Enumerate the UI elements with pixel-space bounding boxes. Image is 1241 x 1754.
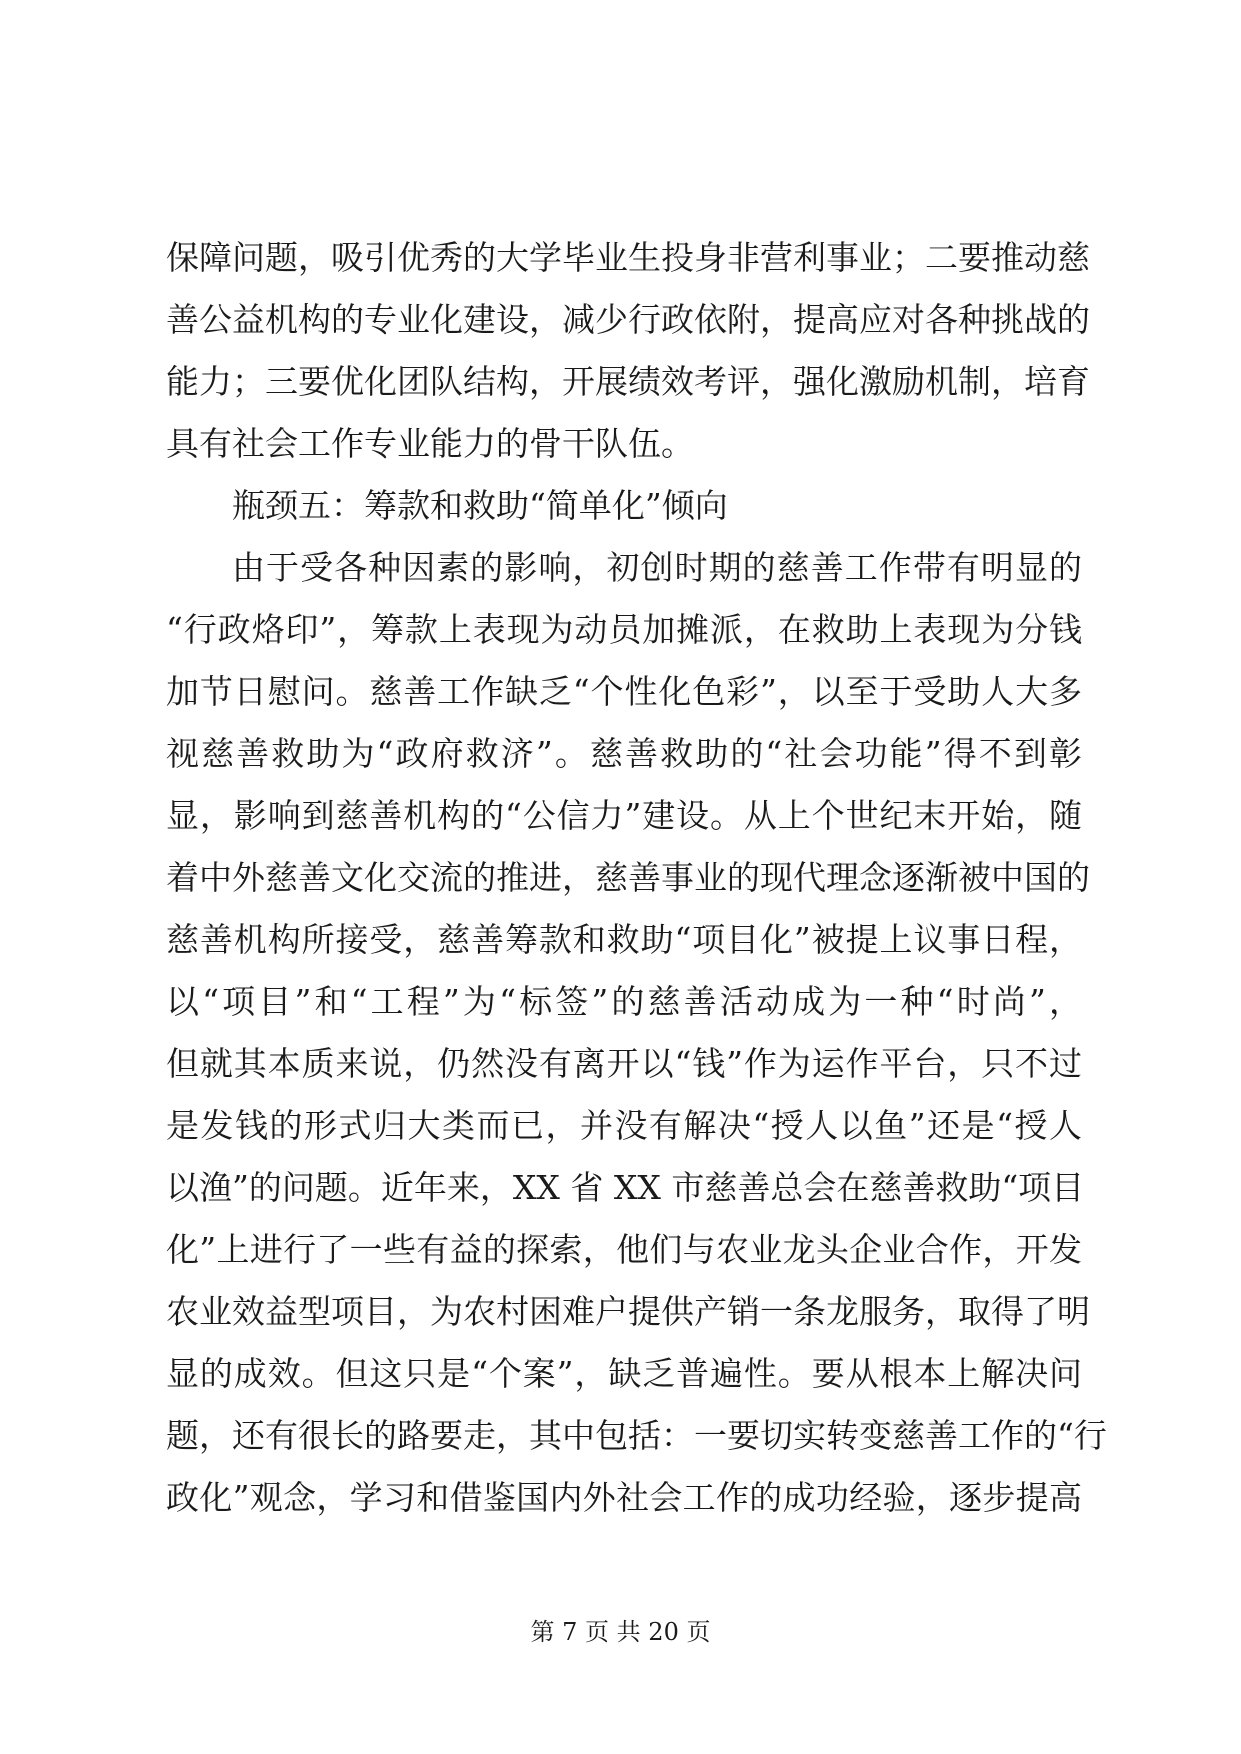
paragraph-line: 保障问题，吸引优秀的大学毕业生投身非营利事业；二要推动慈 bbox=[166, 238, 1090, 277]
paragraph-line: 加节日慰问。慈善工作缺乏“个性化色彩”，以至于受助人大多 bbox=[166, 672, 1082, 711]
paragraph-line: 慈善机构所接受，慈善筹款和救助“项目化”被提上议事日程， bbox=[166, 920, 1082, 959]
paragraph-line: 能力；三要优化团队结构，开展绩效考评，强化激励机制，培育 bbox=[166, 362, 1090, 401]
section-heading: 瓶颈五：筹款和救助“简单化”倾向 bbox=[232, 486, 728, 525]
paragraph-line: 由于受各种因素的影响，初创时期的慈善工作带有明显的 bbox=[232, 548, 1082, 587]
paragraph-line: 善公益机构的专业化建设，减少行政依附，提高应对各种挑战的 bbox=[166, 300, 1090, 339]
paragraph-line: 化”上进行了一些有益的探索，他们与农业龙头企业合作，开发 bbox=[166, 1230, 1082, 1269]
paragraph-line: 但就其本质来说，仍然没有离开以“钱”作为运作平台，只不过 bbox=[166, 1044, 1082, 1083]
paragraph-line: 以渔”的问题。近年来，XX 省 XX 市慈善总会在慈善救助“项目 bbox=[166, 1168, 1085, 1207]
paragraph-line: 显，影响到慈善机构的“公信力”建设。从上个世纪末开始，随 bbox=[166, 796, 1082, 835]
page-number: 第 7 页 共 20 页 bbox=[530, 1618, 711, 1646]
paragraph-line: 显的成效。但这只是“个案”，缺乏普遍性。要从根本上解决问 bbox=[166, 1354, 1082, 1393]
paragraph-line: 农业效益型项目，为农村困难户提供产销一条龙服务，取得了明 bbox=[166, 1292, 1090, 1331]
paragraph-line: 政化”观念，学习和借鉴国内外社会工作的成功经验，逐步提高 bbox=[166, 1478, 1082, 1517]
paragraph-line: 是发钱的形式归大类而已，并没有解决“授人以鱼”还是“授人 bbox=[166, 1106, 1082, 1145]
paragraph-line: 以“项目”和“工程”为“标签”的慈善活动成为一种“时尚”， bbox=[166, 982, 1082, 1021]
paragraph-line: “行政烙印”，筹款上表现为动员加摊派，在救助上表现为分钱 bbox=[166, 610, 1082, 649]
paragraph-line: 视慈善救助为“政府救济”。慈善救助的“社会功能”得不到彰 bbox=[166, 734, 1082, 773]
paragraph-line: 题，还有很长的路要走，其中包括：一要切实转变慈善工作的“行 bbox=[166, 1416, 1107, 1455]
paragraph-line: 具有社会工作专业能力的骨干队伍。 bbox=[166, 424, 694, 463]
paragraph-line: 着中外慈善文化交流的推进，慈善事业的现代理念逐渐被中国的 bbox=[166, 858, 1090, 897]
